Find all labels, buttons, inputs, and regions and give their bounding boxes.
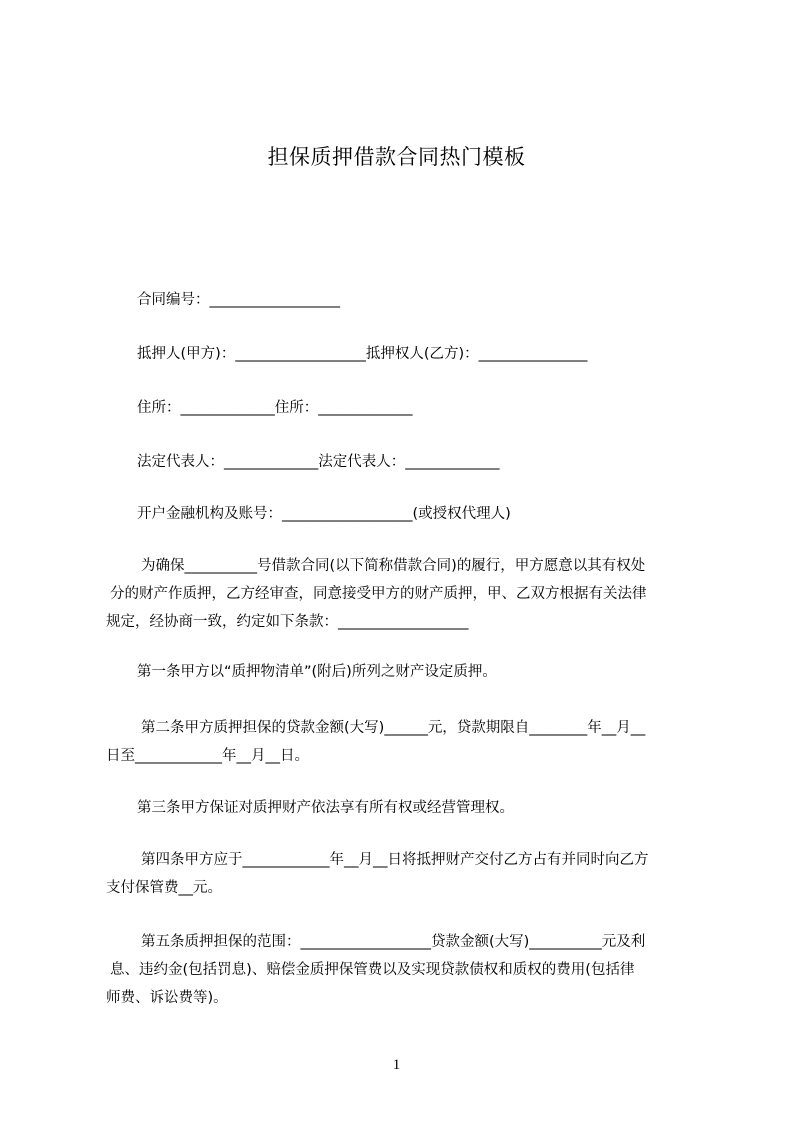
article-4 [106,846,702,902]
legal-representative-text: 法定代表人：_____________法定代表人：_____________ [137,454,500,470]
bank-account-field [106,500,702,528]
article-line: 日至____________年__月__日。 [106,748,309,764]
article-line: 息、违约金(包括罚息)、赔偿金质押保管费以及实现贷款债权和质权的费用(包括律 [110,962,635,978]
article-line: 第二条甲方质押担保的贷款金额(大写)______元，贷款期限自________年__月__ [141,720,646,736]
contract-number-text: 合同编号：__________________ [137,292,340,308]
article-1 [106,658,702,686]
legal-representative-field [106,448,702,476]
article-2 [106,714,702,770]
page-number: 1 [392,1057,401,1073]
address-field [106,394,702,422]
preamble-line: 分的财产作质押，乙方经审查，同意接受甲方的财产质押，甲、乙双方根据有关法律 [110,586,647,602]
article-3 [106,794,702,822]
document-title: 担保质押借款合同热门模板 [267,145,526,169]
article-line: 第一条甲方以“质押物清单”(附后)所列之财产设定质押。 [137,664,497,680]
article-line: 第三条甲方保证对质押财产依法享有所有权或经营管理权。 [137,800,514,816]
contract-number-field [106,286,702,314]
article-line: 第五条质押担保的范围：__________________贷款金额(大写)__________元及利 [141,934,646,950]
bank-account-text: 开户金融机构及账号：__________________(或授权代理人) [137,506,511,522]
article-line: 支付保管费__元。 [106,880,222,896]
parties-field [106,340,702,368]
article-line: 师费、诉讼费等)。 [106,990,228,1006]
article-5 [106,928,702,1012]
preamble-line: 规定，经协商一致，约定如下条款：__________________ [106,614,469,630]
preamble-paragraph [106,552,702,636]
article-line: 第四条甲方应于____________年__月__日将抵押财产交付乙方占有并同时向乙方 [141,852,649,868]
address-text: 住所：_____________住所：_____________ [137,400,413,416]
parties-text: 抵押人(甲方)：__________________抵押权人(乙方)：_______________ [137,346,588,362]
preamble-line: 为确保__________号借款合同(以下简称借款合同)的履行，甲方愿意以其有权处 [141,558,646,574]
